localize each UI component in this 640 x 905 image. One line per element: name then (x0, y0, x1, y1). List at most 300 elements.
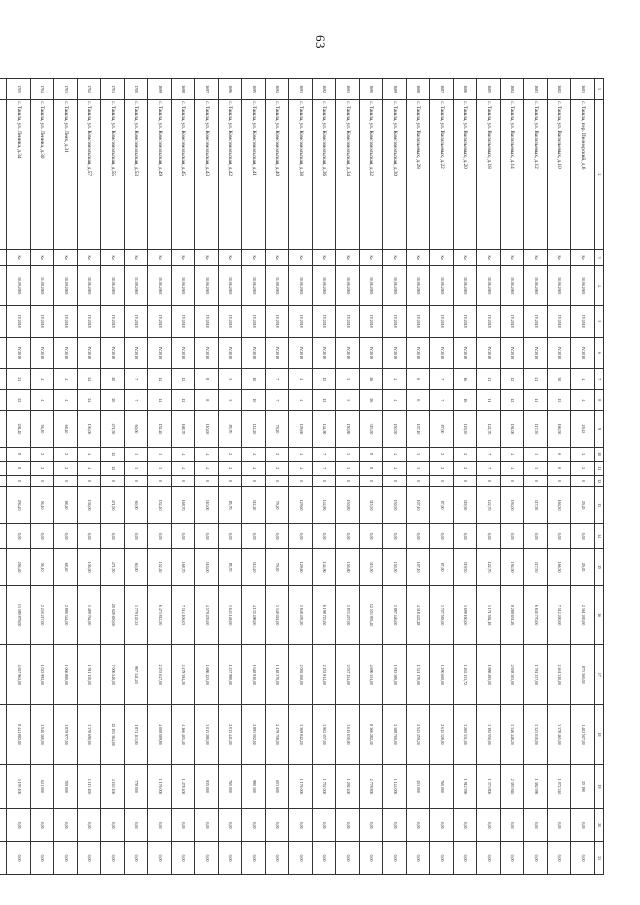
column-header: 6 (595, 337, 604, 369)
table-cell: 6 (548, 447, 572, 461)
table-cell: 1688 (407, 79, 431, 100)
table-cell: 0,00 (454, 809, 478, 842)
table-cell: 0 (336, 475, 360, 487)
table-cell: 980 300 (242, 764, 266, 808)
table-cell (0, 645, 7, 705)
table-cell: 1691 (336, 79, 360, 100)
table-cell: 112,20 (242, 549, 266, 585)
table-cell: 0,00 (148, 809, 172, 842)
table-cell: 4 579 455,00 (195, 585, 219, 645)
table-cell: 2 893 502,00 (242, 705, 266, 765)
table-cell: 3 378 690,00 (78, 705, 102, 765)
table-cell: 85,70 (219, 411, 243, 447)
column-header: 16 (595, 585, 604, 645)
table-cell: 0 (430, 475, 454, 487)
table-cell: 87,00 (430, 549, 454, 585)
table-cell: 4 (78, 461, 102, 475)
table-cell: 3 346 448,20 (501, 705, 525, 765)
table-cell: 150,80 (336, 487, 360, 523)
table-cell: 0 (548, 475, 572, 487)
address-cell: с. Ташла, ул. Комсомольская, д.38 (289, 100, 313, 250)
table-cell: 2 479 394,20 (172, 645, 196, 705)
table-cell: 3 (407, 461, 431, 475)
table-cell (0, 390, 7, 411)
table-cell: 7 (477, 461, 501, 475)
table-cell: 194,00 (501, 411, 525, 447)
table-cell: IV.2018 (477, 306, 501, 338)
table-cell: 0,00 (172, 523, 196, 549)
table-cell: 30.06.2065 (172, 266, 196, 306)
table-cell: 12 (313, 390, 337, 411)
table-cell: 129,60 (289, 487, 313, 523)
table-cell: 30.09.2065 (54, 266, 78, 306)
table-cell: IV.2018 (78, 337, 102, 369)
table-cell: 1687 (430, 79, 454, 100)
table-cell: IV.2018 (407, 306, 431, 338)
table-cell: 26 (360, 390, 384, 411)
table-cell: 4 (289, 447, 313, 461)
table-row (336, 79, 360, 875)
column-header: 7 (595, 369, 604, 390)
table-cell: 2 886 344,00 (54, 585, 78, 645)
table-cell: IV.2018 (101, 337, 125, 369)
table-cell: 0,00 (336, 842, 360, 875)
table-cell: 935 000 (195, 764, 219, 808)
table-cell: 0,00 (313, 842, 337, 875)
table-cell: 0,00 (571, 842, 595, 875)
table-cell: IV.2018 (454, 306, 478, 338)
table-cell: IV.2018 (242, 337, 266, 369)
table-cell: 8 (195, 369, 219, 390)
table-cell: 7 (313, 447, 337, 461)
table-cell: Ко (172, 249, 196, 265)
table-cell: 122,70 (477, 411, 501, 447)
table-cell: 2 (31, 461, 55, 475)
table-cell: 12 (501, 369, 525, 390)
table-cell: 56,10 (31, 549, 55, 585)
table-cell: 12 153 364,00 (101, 705, 125, 765)
table-cell: 1 912 590 (454, 764, 478, 808)
table-cell: Ко (78, 249, 102, 265)
table-cell: Ко (407, 249, 431, 265)
table-cell: 1701 (101, 79, 125, 100)
table-cell: 11 (477, 390, 501, 411)
table-cell: 30.06.2065 (289, 266, 313, 306)
table-cell: Ко (383, 249, 407, 265)
table-cell: 2 (430, 447, 454, 461)
table-cell: 20 (101, 390, 125, 411)
table-cell: Ко (195, 249, 219, 265)
table-cell: 1702 (78, 79, 102, 100)
table-cell: IV.2018 (548, 306, 572, 338)
table-cell: 1695 (242, 79, 266, 100)
address-cell: с. Ташла, ул. Комсомольская, д.30 (383, 100, 407, 250)
table-cell: 4 (242, 461, 266, 475)
table-cell: 2 361 265,00 (571, 585, 595, 645)
table-cell: 7 114 106,03 (172, 585, 196, 645)
table-cell: 4 (501, 447, 525, 461)
table-cell: 4 (195, 447, 219, 461)
address-cell: с. Ташла, ул. Комсомольская, д.57 (78, 100, 102, 250)
table-cell: 107,10 (407, 411, 431, 447)
table-cell: 0 (313, 475, 337, 487)
table-cell: 0,00 (360, 809, 384, 842)
table-cell: IV.2018 (7, 306, 31, 338)
table-cell: 2 388 700,00 (383, 705, 407, 765)
table-cell: 315,50 (360, 411, 384, 447)
table-cell: IV.2018 (477, 337, 501, 369)
table-cell: 0,00 (383, 523, 407, 549)
table-cell: 0,00 (407, 842, 431, 875)
table-cell: 0,00 (172, 842, 196, 875)
table-cell (0, 809, 7, 842)
table-cell: 2 (54, 447, 78, 461)
column-header: 3 (595, 249, 604, 265)
table-cell: 0,00 (501, 523, 525, 549)
table-cell: 4 (571, 390, 595, 411)
table-cell: 3 (148, 461, 172, 475)
table-cell: IV.2018 (125, 306, 149, 338)
table-cell: 2 611 328,00 (430, 705, 454, 765)
table-row (501, 79, 525, 875)
table-cell: IV.2018 (54, 337, 78, 369)
table-cell: 2 152 914,00 (313, 645, 337, 705)
table-cell: 4 657 962,00 (7, 645, 31, 705)
column-header: 14 (595, 523, 604, 549)
table-cell: 4 318 422,28 (407, 585, 431, 645)
table-cell: 3 643 148,00 (219, 585, 243, 645)
table-cell (0, 249, 7, 265)
table-cell: 2 479 758,00 (266, 705, 290, 765)
table-cell: IV.2018 (407, 337, 431, 369)
table-cell: 30.06.2065 (101, 266, 125, 306)
table-cell: 4 (501, 461, 525, 475)
address-cell: с. Ташла, ул. Комсомольская, д.45 (172, 100, 196, 250)
table-cell: 4 (172, 447, 196, 461)
table-cell: 1 540 160,00 (31, 705, 55, 765)
table-cell: Ко (242, 249, 266, 265)
table-cell: 5 (336, 390, 360, 411)
table-cell: 56,10 (31, 487, 55, 523)
address-cell: с. Ташла, пер. Пионерский, д.6 (571, 100, 595, 250)
table-cell: 2 (454, 447, 478, 461)
table-cell: 709 000 (54, 764, 78, 808)
table-cell: 12 (101, 461, 125, 475)
table-cell: 4 (78, 447, 102, 461)
table-cell: IV.2018 (571, 306, 595, 338)
table-cell: Ко (313, 249, 337, 265)
table-cell: IV.2018 (383, 337, 407, 369)
table-cell (0, 461, 7, 475)
table-cell: 12 (172, 369, 196, 390)
table-cell: 453 000 (407, 764, 431, 808)
table-row (195, 79, 219, 875)
table-row (242, 79, 266, 875)
table-cell: 1 237 980,00 (219, 645, 243, 705)
table-cell: 0,00 (125, 523, 149, 549)
table-cell: 117,50 (524, 549, 548, 585)
table-cell (0, 337, 7, 369)
table-cell: 30.06.2065 (407, 266, 431, 306)
table-cell: 119,50 (454, 549, 478, 585)
table-cell: 8 441 882,00 (7, 705, 31, 765)
table-cell: 3 902 157,00 (313, 705, 337, 765)
table-cell: Ко (101, 249, 125, 265)
table-cell: 0,00 (430, 523, 454, 549)
table-row (219, 79, 243, 875)
table-cell: 3 (148, 447, 172, 461)
table-cell: 1 263 133,72 (454, 645, 478, 705)
table-cell: 136,00 (78, 487, 102, 523)
table-cell: 21 (7, 369, 31, 390)
table-cell: 5 489 764,00 (78, 585, 102, 645)
table-cell: IV.2018 (313, 306, 337, 338)
address-cell: с. Ташла, ул. Комсомольская, д.41 (242, 100, 266, 250)
table-cell: 3 699 160,00 (454, 585, 478, 645)
table-cell: 168,70 (172, 487, 196, 523)
table-cell: 14 (148, 369, 172, 390)
table-cell: 3 (524, 447, 548, 461)
table-cell: 2 543 159,20 (407, 705, 431, 765)
table-cell: 2 (54, 461, 78, 475)
table-cell: 4 166 405,40 (172, 705, 196, 765)
table-cell: 3 (524, 461, 548, 475)
table-cell: 7 (125, 390, 149, 411)
table-cell: 79,20 (266, 411, 290, 447)
table-cell: 2 (571, 447, 595, 461)
table-cell: 1 023 992,00 (31, 645, 55, 705)
table-cell: 30.06.2065 (454, 266, 478, 306)
table-row (313, 79, 337, 875)
table-cell: 30.09.2065 (7, 266, 31, 306)
table-cell: 8 (7, 461, 31, 475)
table-cell: 1 176 000 (289, 764, 313, 808)
table-cell: 6 (407, 369, 431, 390)
table-row (78, 79, 102, 875)
table-cell: 5 (219, 390, 243, 411)
table-cell: IV.2018 (219, 337, 243, 369)
table-cell: 30.06.2065 (571, 266, 595, 306)
table-cell: 0,00 (477, 809, 501, 842)
table-cell: 1685 (477, 79, 501, 100)
address-cell: с. Ташла, ул. Ленина, д.34 (7, 100, 31, 250)
table-cell: 0,00 (289, 842, 313, 875)
address-cell: с. Ташла, ул. Васильевых, д.28 (407, 100, 431, 250)
table-row (125, 79, 149, 875)
table-cell: 8 (360, 447, 384, 461)
table-cell: 1686 (454, 79, 478, 100)
table-row (571, 79, 595, 875)
table-cell: 2 (266, 447, 290, 461)
table-cell: 3 (125, 461, 149, 475)
table-cell: 30.06.2065 (477, 266, 501, 306)
table-cell: 8 (7, 447, 31, 461)
table-cell: IV.2018 (454, 337, 478, 369)
table-cell: 30.06.2065 (383, 266, 407, 306)
table-cell: 4 (383, 369, 407, 390)
table-cell: 144,90 (313, 549, 337, 585)
table-cell: 1 176 000 (148, 764, 172, 808)
table-cell: 0 (289, 475, 313, 487)
table-cell (0, 411, 7, 447)
table-cell: 68,40 (54, 549, 78, 585)
table-cell: IV.2018 (31, 306, 55, 338)
table-cell: 6 473 812,50 (148, 585, 172, 645)
column-header: 13 (595, 487, 604, 523)
table-cell (0, 487, 7, 523)
table-cell: Ко (360, 249, 384, 265)
table-cell: 2 383 940 (501, 764, 525, 808)
table-cell (0, 764, 7, 808)
table-cell: 87,00 (430, 487, 454, 523)
table-row (289, 79, 313, 875)
table-cell: 0,00 (524, 523, 548, 549)
column-header: 18 (595, 705, 604, 765)
table-cell: 30.06.2065 (501, 266, 525, 306)
table-cell: 0,00 (148, 842, 172, 875)
table-cell: IV.2018 (54, 306, 78, 338)
table-cell: 2 230 217,00 (31, 585, 55, 645)
table-cell: 0,00 (219, 842, 243, 875)
table-cell: 79,20 (266, 549, 290, 585)
table-row (477, 79, 501, 875)
table-cell: 136,00 (78, 411, 102, 447)
table-row (101, 79, 125, 875)
table-cell (0, 842, 7, 875)
table-cell: 8 366 282,40 (360, 705, 384, 765)
table-cell: IV.2018 (360, 337, 384, 369)
column-header: 8 (595, 390, 604, 411)
table-cell: 0,00 (78, 842, 102, 875)
table-cell: 3 (125, 447, 149, 461)
table-cell: 0,00 (571, 809, 595, 842)
address-cell: с. Ташла, ул. Комсомольская, д.40 (266, 100, 290, 250)
table-header (595, 79, 604, 875)
table-cell: 621 000 (31, 764, 55, 808)
table-cell: 8 (360, 461, 384, 475)
table-cell: 3 323 010,00 (524, 705, 548, 765)
table-cell: 5 (336, 369, 360, 390)
table-cell: 7 (313, 461, 337, 475)
table-cell: 0 (407, 475, 431, 487)
table-cell (0, 306, 7, 338)
table-cell: 0,00 (548, 809, 572, 842)
table-cell: 7 (125, 369, 149, 390)
table-cell: 56,10 (31, 411, 55, 447)
table-cell: 0 (524, 475, 548, 487)
table-cell: 2 778 800 (360, 764, 384, 808)
table-cell: 12 (313, 369, 337, 390)
column-header: 21 (595, 842, 604, 875)
table-cell: 4 (571, 369, 595, 390)
table-cell: 471,50 (101, 411, 125, 447)
table-cell: 1705 (7, 79, 31, 100)
table-cell: 7 (266, 390, 290, 411)
table-cell: 10 (242, 390, 266, 411)
table-cell: 0 (383, 475, 407, 487)
table-cell: IV.2018 (524, 306, 548, 338)
table-cell: 4 (383, 461, 407, 475)
table-cell: 1682 (548, 79, 572, 100)
table-cell: 471,50 (101, 487, 125, 523)
address-cell: с. Ташла, ул. Ленина, д.30 (31, 100, 55, 250)
table-cell: 0,00 (31, 842, 55, 875)
table-cell: 29,45 (571, 549, 595, 585)
table-cell: 87,00 (430, 411, 454, 447)
table-row (524, 79, 548, 875)
table-cell: 0,00 (501, 809, 525, 842)
table-cell: IV.2018 (313, 337, 337, 369)
address-cell: с. Ташла, ул. Комсомольская, д.32 (360, 100, 384, 250)
rotated-table-frame (15, 78, 604, 875)
table-cell: 1699 (148, 79, 172, 100)
table-cell: 4 (31, 390, 55, 411)
table-cell: 0,00 (313, 523, 337, 549)
table-cell: 0,00 (360, 842, 384, 875)
table-cell: 1681 (571, 79, 595, 100)
table-cell: IV.2018 (148, 337, 172, 369)
table-cell: 107,10 (407, 487, 431, 523)
table-row (54, 79, 78, 875)
table-cell: 0,00 (54, 809, 78, 842)
table-cell: 41 (524, 369, 548, 390)
table-cell: 152,40 (148, 487, 172, 523)
table-cell: 1 915 380,00 (383, 645, 407, 705)
column-header: 20 (595, 809, 604, 842)
table-cell: 24 (78, 369, 102, 390)
table-cell (0, 369, 7, 390)
table-cell: 16 (454, 390, 478, 411)
table-cell: 0,00 (125, 809, 149, 842)
table-cell: 194,00 (501, 549, 525, 585)
table-cell: 0,00 (31, 809, 55, 842)
table-cell: 110,00 (195, 487, 219, 523)
table-cell: 0,00 (477, 523, 501, 549)
table-cell: 150,50 (383, 487, 407, 523)
rotated-table-container (15, 78, 604, 875)
table-cell: 194,00 (501, 487, 525, 523)
table-cell: 4 (383, 390, 407, 411)
table-cell: IV.2018 (548, 337, 572, 369)
table-cell: 0,00 (101, 523, 125, 549)
table-cell: 3 (336, 447, 360, 461)
table-cell: 0 (7, 475, 31, 487)
table-cell: 152,40 (148, 411, 172, 447)
table-cell: 4 (54, 369, 78, 390)
table-cell: IV.2018 (195, 306, 219, 338)
table-cell: 1 066 880,00 (54, 645, 78, 705)
table-cell: 29,45 (571, 487, 595, 523)
table-cell: 1 373 800 (477, 764, 501, 808)
table-cell: 20 (101, 369, 125, 390)
table-cell: 0,00 (524, 842, 548, 875)
table-cell: 2 (430, 461, 454, 475)
table-cell: 166,50 (548, 487, 572, 523)
table-cell (0, 266, 7, 306)
table-row (548, 79, 572, 875)
table-cell: 0,00 (336, 523, 360, 549)
table-cell: Ко (454, 249, 478, 265)
table-cell: 1 148 370,00 (266, 645, 290, 705)
table-cell: IV.2018 (501, 337, 525, 369)
table-cell: 144,90 (313, 411, 337, 447)
table-cell: 29,45 (571, 411, 595, 447)
table-cell: 4 (54, 390, 78, 411)
table-cell: 0,00 (242, 523, 266, 549)
table-cell: IV.2018 (336, 306, 360, 338)
table-cell: 5 833 457,00 (336, 585, 360, 645)
table-cell: Ко (219, 249, 243, 265)
